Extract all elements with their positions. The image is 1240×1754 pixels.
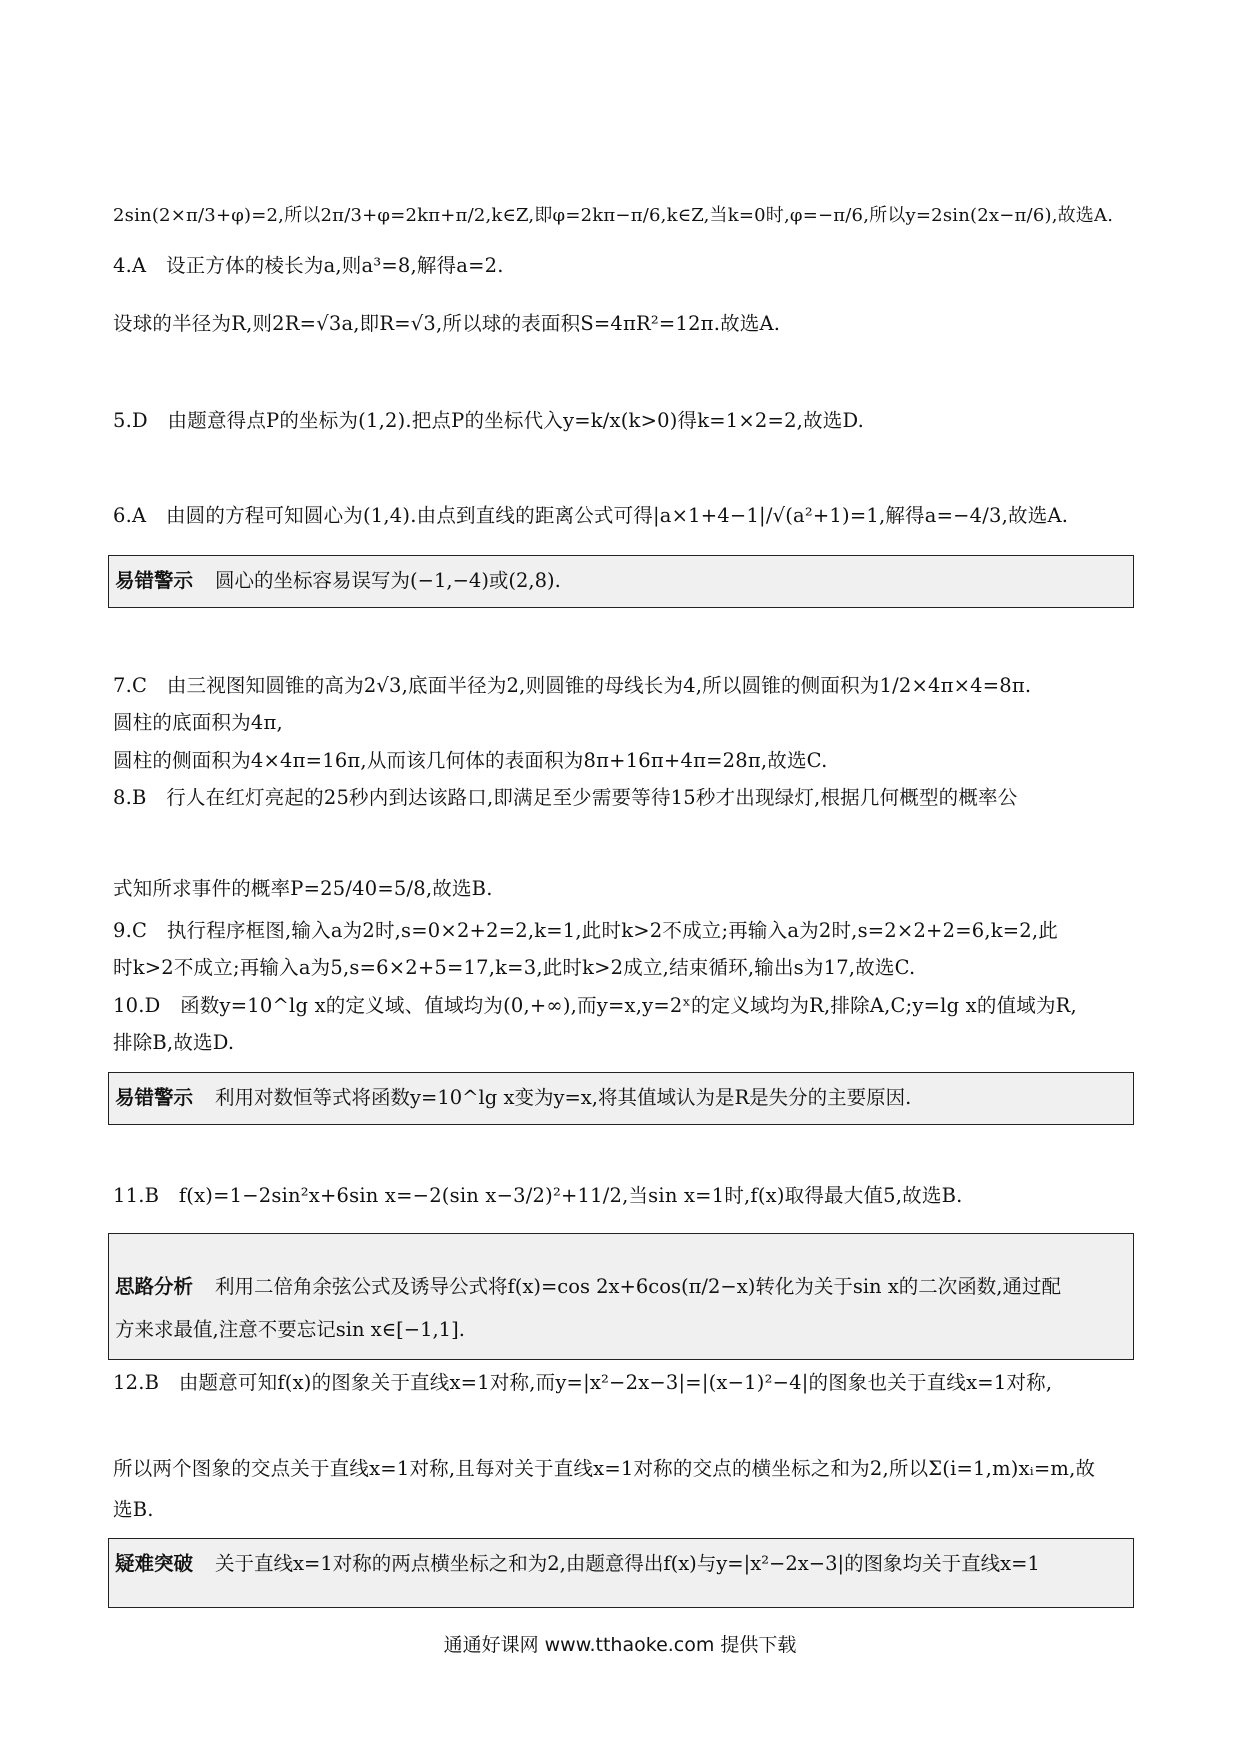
note-text: 利用二倍角余弦公式及诱导公式将f(x)=cos 2x+6cos(π/2−x)转化为关于sin x的二次函数,通过配	[215, 1275, 1062, 1298]
text-line: 圆柱的侧面积为4×4π=16π,从而该几何体的表面积为8π+16π+4π=28π,故选C.	[113, 749, 828, 772]
text-line: 12.B 由题意可知f(x)的图象关于直线x=1对称,而y=|x²−2x−3|=|(x−1)²−4|的图象也关于直线x=1对称,	[113, 1371, 1053, 1394]
text-line: 9.C 执行程序框图,输入a为2时,s=0×2+2=2,k=1,此时k>2不成立;再输入a为2时,s=2×2+2=6,k=2,此	[113, 919, 1059, 942]
note-text: 利用对数恒等式将函数y=10^lg x变为y=x,将其值域认为是R是失分的主要原因.	[215, 1086, 912, 1109]
text-line: 7.C 由三视图知圆锥的高为2√3,底面半径为2,则圆锥的母线长为4,所以圆锥的侧面积为1/2×4π×4=8π.	[113, 674, 1032, 697]
text-line: 圆柱的底面积为4π,	[113, 711, 283, 734]
text-line: 选B.	[113, 1498, 154, 1521]
note-row	[115, 1085, 911, 1111]
note-box	[108, 1233, 1134, 1360]
note-row	[115, 1317, 465, 1343]
note-text: 圆心的坐标容易误写为(−1,−4)或(2,8).	[215, 569, 561, 592]
text-line: 排除B,故选D.	[113, 1031, 235, 1054]
text-line: 2sin(2×π/3+φ)=2,所以2π/3+φ=2kπ+π/2,k∈Z,即φ=2kπ−π/6,k∈Z,当k=0时,φ=−π/6,所以y=2sin(2x−π/6),故选A.	[113, 205, 1114, 226]
page-footer: 通通好课网 www.tthaoke.com 提供下载	[443, 1634, 797, 1656]
text-line: 设球的半径为R,则2R=√3a,即R=√3,所以球的表面积S=4πR²=12π.故选A.	[113, 312, 781, 335]
note-tag: 易错警示	[115, 569, 194, 592]
text-line: 10.D 函数y=10^lg x的定义域、值域均为(0,+∞),而y=x,y=2ˣ的定义域均为R,排除A,C;y=lg x的值域为R,	[113, 994, 1077, 1017]
note-tag: 思路分析	[115, 1275, 194, 1298]
note-tag: 易错警示	[115, 1086, 194, 1109]
text-line: 6.A 由圆的方程可知圆心为(1,4).由点到直线的距离公式可得|a×1+4−1|/√(a²+1)=1,解得a=−4/3,故选A.	[113, 504, 1069, 527]
text-line: 5.D 由题意得点P的坐标为(1,2).把点P的坐标代入y=k/x(k>0)得k=1×2=2,故选D.	[113, 409, 865, 432]
note-text: 方来求最值,注意不要忘记sin x∈[−1,1].	[115, 1318, 465, 1341]
text-line: 4.A 设正方体的棱长为a,则a³=8,解得a=2.	[113, 254, 504, 277]
note-row	[115, 1274, 1061, 1300]
text-line: 式知所求事件的概率P=25/40=5/8,故选B.	[113, 877, 493, 900]
text-line: 11.B f(x)=1−2sin²x+6sin x=−2(sin x−3/2)²+11/2,当sin x=1时,f(x)取得最大值5,故选B.	[113, 1184, 963, 1207]
text-line: 8.B 行人在红灯亮起的25秒内到达该路口,即满足至少需要等待15秒才出现绿灯,根据几何概型的概率公	[113, 786, 1018, 809]
note-tag: 疑难突破	[115, 1552, 194, 1575]
note-row	[115, 1551, 1040, 1577]
text-line: 时k>2不成立;再输入a为5,s=6×2+5=17,k=3,此时k>2成立,结束循环,输出s为17,故选C.	[113, 956, 916, 979]
text-line: 所以两个图象的交点关于直线x=1对称,且每对关于直线x=1对称的交点的横坐标之和为2,所以Σ(i=1,m)xᵢ=m,故	[113, 1457, 1096, 1480]
note-box	[108, 1072, 1134, 1125]
note-text: 关于直线x=1对称的两点横坐标之和为2,由题意得出f(x)与y=|x²−2x−3|的图象均关于直线x=1	[215, 1552, 1040, 1575]
note-box	[108, 555, 1134, 608]
note-row	[115, 568, 561, 594]
note-box	[108, 1538, 1134, 1608]
